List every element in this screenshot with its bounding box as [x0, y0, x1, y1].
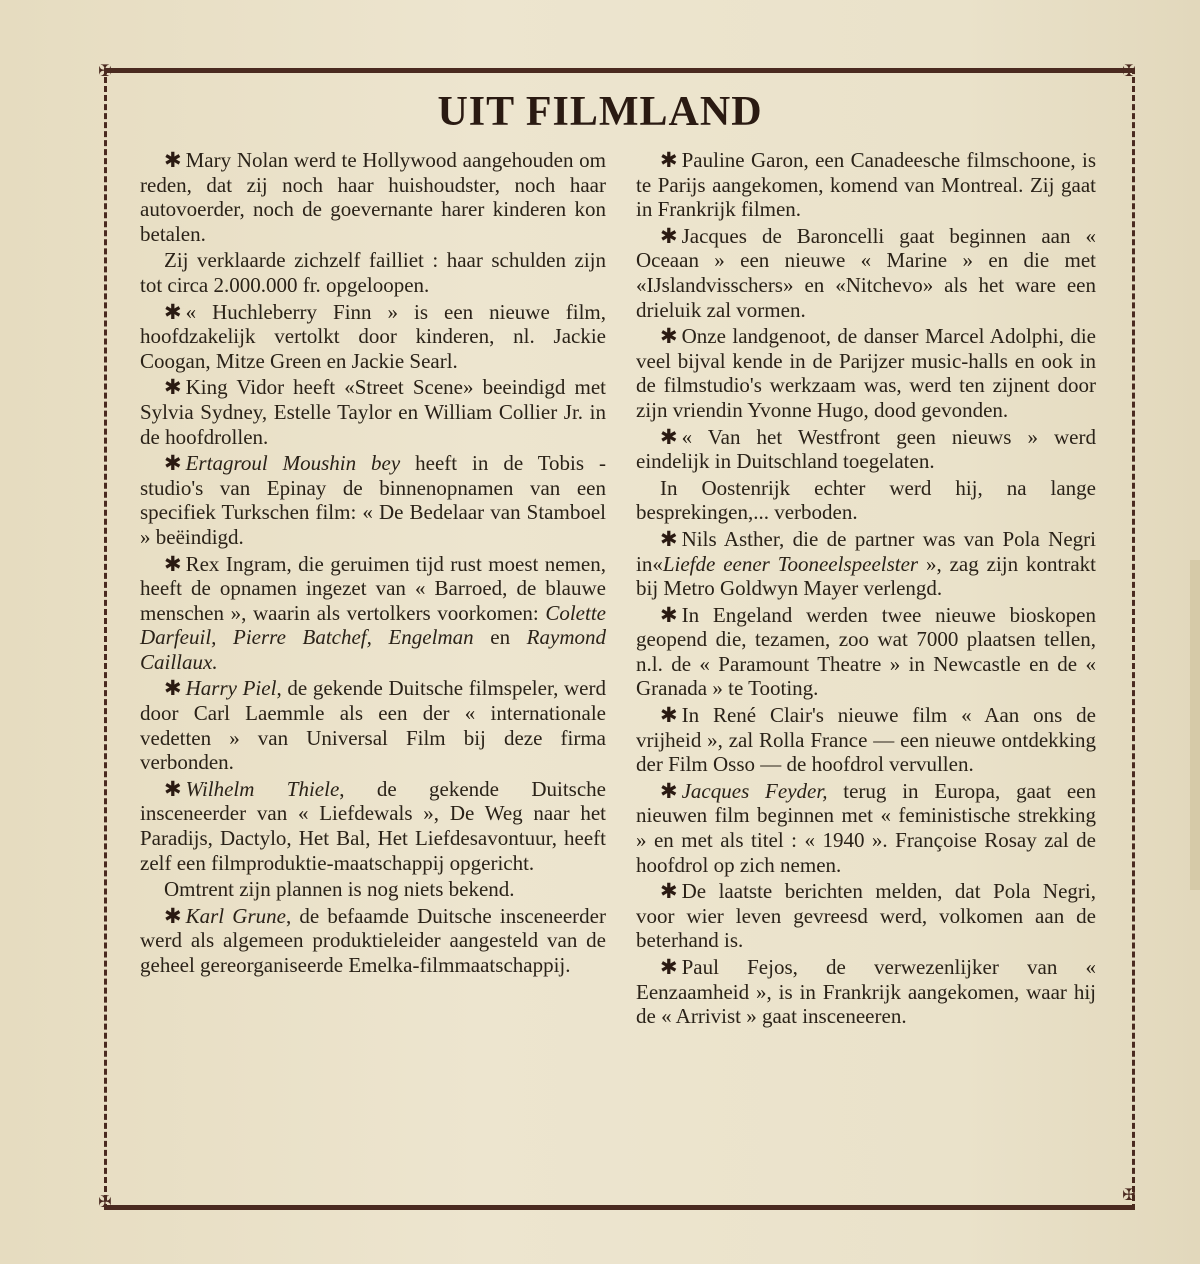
asterisk-icon: ✱ [660, 778, 678, 803]
news-item [140, 248, 606, 297]
news-item [636, 324, 1096, 422]
news-item [140, 375, 606, 449]
corner-ornament-icon: ✠ [1122, 1185, 1136, 1204]
news-text: In Oostenrijk echter werd hij, na lange besprekingen,... verboden. [636, 475, 1096, 525]
news-text: heeft in de Tobis - studio's van Epinay de binnenopnamen van een specifiek Turkschen film: « De Bedelaar van Stamboel » beëindigd. [140, 451, 606, 549]
news-item [636, 703, 1096, 777]
corner-ornament-icon: ✠ [1122, 61, 1136, 80]
asterisk-icon: ✱ [164, 551, 182, 576]
italic-name: Ertagroul Moushin bey [185, 451, 401, 476]
asterisk-icon: ✱ [164, 299, 182, 324]
news-text: , de befaamde Duitsche insceneerder werd als algemeen produktieleider aangesteld van de geheel gereorganiseerde Emelka-filmmaatschappij. [140, 903, 606, 977]
news-item [140, 300, 606, 374]
asterisk-icon: ✱ [660, 602, 678, 627]
news-text: Zij verklaarde zichzelf failliet : haar schulden zijn tot circa 2.000.000 fr. opgeloopen. [140, 248, 606, 297]
news-item [636, 955, 1096, 1029]
asterisk-icon: ✱ [660, 879, 678, 904]
news-text: Jacques de Baroncelli gaat beginnen aan « Oceaan » een nieuwe « Marine » en die met «IJslandvisschers» en «Nitchevo» als het ware een drieluik zal vormen. [636, 223, 1096, 322]
asterisk-icon: ✱ [164, 451, 182, 476]
news-item [636, 779, 1096, 877]
news-text: Nils Asther, die de partner was van Pola Negri in« [636, 526, 1096, 576]
news-item [140, 877, 606, 902]
corner-ornament-icon: ✠ [98, 61, 112, 80]
news-text: Pauline Garon, een Canadeesche filmschoone, is te Parijs aangekomen, komend van Montreal. Zij gaat in Frankrijk filmen. [636, 148, 1096, 222]
corner-ornament-icon: ✠ [98, 1192, 112, 1211]
asterisk-icon: ✱ [660, 526, 678, 551]
news-text: De laatste berichten melden, dat Pola Negri, voor wier leven gevreesd werd, volkomen aan de beterhand is. [636, 879, 1096, 953]
news-item [140, 676, 606, 774]
news-text: , de gekende Duitsche insceneerder van « Liefdewals », De Weg naar het Paradijs, Dactylo, Het Bal, Het Liefdesavontuur, heeft zelf een filmproduktie-maatschappij opgericht. [140, 776, 606, 875]
asterisk-icon: ✱ [164, 375, 182, 400]
news-text: Onze landgenoot, de danser Marcel Adolphi, die veel bijval kende in de Parijzer music-halls en ook in de filmstudio's werkzaam was, werd ten zijnent door zijn vriendin Yvonne Hugo, dood gevonden. [636, 324, 1096, 422]
asterisk-icon: ✱ [660, 324, 678, 349]
news-text: », zag zijn kontrakt bij Metro Goldwyn Mayer verlengd. [636, 551, 1096, 601]
news-item [636, 527, 1096, 601]
news-item [636, 476, 1096, 525]
italic-name: Liefde eener Tooneelspeelster [662, 551, 919, 576]
news-item [636, 224, 1096, 322]
asterisk-icon: ✱ [660, 148, 678, 172]
asterisk-icon: ✱ [660, 424, 678, 449]
left-column [140, 148, 606, 978]
news-text: « Huchleberry Finn » is een nieuwe film, hoofdzakelijk vertolkt door kinderen, nl. Jackie Coogan, Mitze Green en Jackie Searl. [140, 299, 606, 373]
news-text: terug in Europa, gaat een nieuwen film beginnen met « feministische strekking » en met als titel : « 1940 ». Françoise Rosay zal de hoofdrol op zich nemen. [636, 778, 1096, 877]
asterisk-icon: ✱ [660, 223, 678, 248]
news-text: King Vidor heeft «Street Scene» beeindigd met Sylvia Sydney, Estelle Taylor en William Collier Jr. in de hoofdrollen. [140, 375, 606, 449]
news-text: Paul Fejos, de verwezenlijker van « Eenzaamheid », is in Frankrijk aangekomen, waar hij de « Arrivist » gaat insceneeren. [636, 955, 1096, 1029]
italic-name: Colette Darfeuil, Pierre Batchef, Engelman [140, 600, 606, 650]
news-text: Omtrent zijn plannen is nog niets bekend. [164, 877, 515, 902]
news-item [636, 148, 1096, 222]
news-text: In Engeland werden twee nieuwe bioskopen geopend die, tezamen, zoo wat 7000 plaatsen tellen, n.l. de « Paramount Theatre » in Newcastle en de « Granada » te Tooting. [636, 602, 1096, 701]
news-text: en [473, 625, 527, 650]
italic-name: Karl Grune [185, 903, 286, 928]
news-text: « Van het Westfront geen nieuws » werd eindelijk in Duitschland toegelaten. [636, 424, 1096, 474]
news-text: Rex Ingram, die geruimen tijd rust moest nemen, heeft de opnamen ingezet van « Barroed, de blauwe menschen », waarin als vertolkers voorkomen: [140, 551, 606, 625]
news-item [140, 552, 606, 675]
italic-name: Jacques Feyder, [681, 778, 828, 803]
news-item [140, 904, 606, 978]
news-text: , de gekende Duitsche filmspeler, werd door Carl Laemmle als een der « internationale vedetten » van Universal Film bij deze firma verbonden. [140, 676, 606, 775]
asterisk-icon: ✱ [660, 955, 678, 979]
page-title: UIT FILMLAND [437, 89, 763, 135]
news-item [636, 879, 1096, 953]
news-item [140, 148, 606, 246]
news-item [140, 777, 606, 875]
news-item [636, 603, 1096, 701]
asterisk-icon: ✱ [164, 776, 182, 801]
italic-name: Harry Piel [185, 676, 277, 701]
asterisk-icon: ✱ [164, 148, 182, 172]
news-text: Mary Nolan werd te Hollywood aangehouden om reden, dat zij noch haar huishoudster, noch haar autovoerder, noch de goevernante harer kinderen kon betalen. [140, 148, 606, 246]
asterisk-icon: ✱ [164, 903, 182, 928]
italic-name: Wilhelm Thiele [185, 776, 340, 801]
asterisk-icon: ✱ [164, 676, 182, 701]
news-item [636, 425, 1096, 474]
news-text: In René Clair's nieuwe film « Aan ons de vrijheid », zal Rolla France — een nieuwe ontdekking der Film Osso — de hoofdrol vervullen. [636, 703, 1096, 777]
asterisk-icon: ✱ [660, 703, 678, 728]
page-edge-shadow [1190, 560, 1200, 890]
italic-name: Raymond Caillaux. [140, 625, 606, 674]
right-column [636, 148, 1096, 1029]
news-item [140, 451, 606, 549]
